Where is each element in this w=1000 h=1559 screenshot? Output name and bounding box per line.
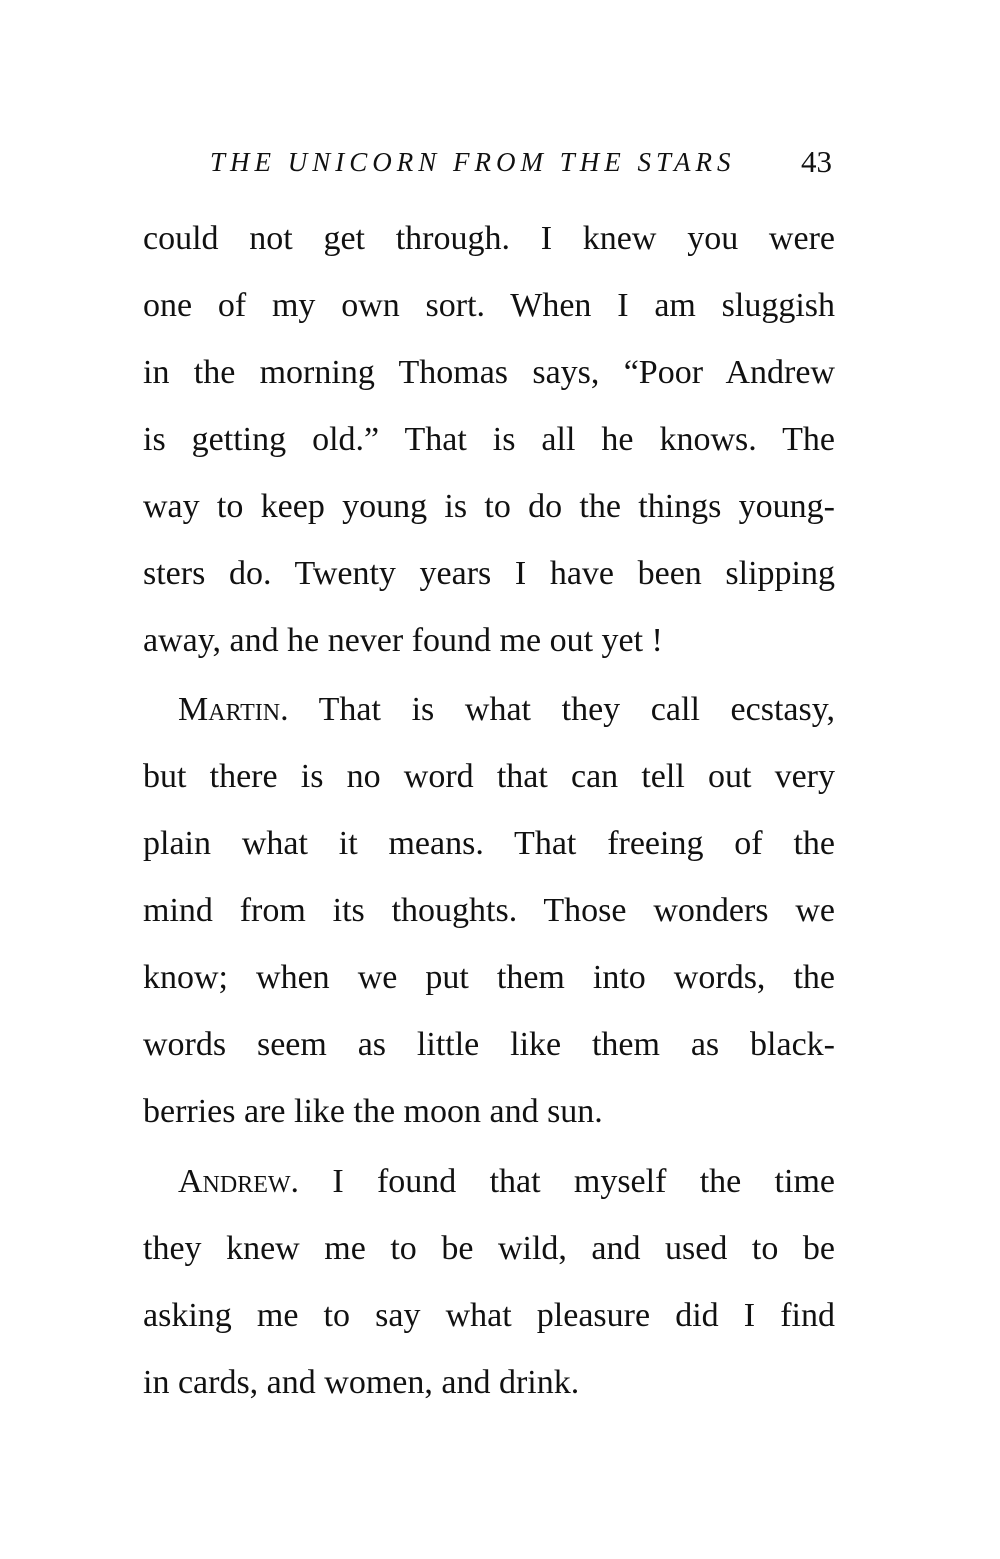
text-line: in cards, and women, and drink. — [143, 1364, 580, 1401]
running-head — [210, 140, 832, 184]
text-line: they knew me to be wild, and used to be — [143, 1230, 835, 1267]
text-line: Andrew. I found that myself the time — [178, 1163, 835, 1200]
text-line: is getting old.” That is all he knows. The — [143, 421, 835, 458]
text-line: berries are like the moon and sun. — [143, 1093, 603, 1130]
speaker-name: Martin. — [178, 691, 289, 728]
text-line: plain what it means. That freeing of the — [143, 825, 835, 862]
text-line: but there is no word that can tell out very — [143, 758, 835, 795]
running-title: THE UNICORN FROM THE STARS — [210, 147, 736, 177]
text-line: Martin. That is what they call ecstasy, — [178, 691, 835, 728]
text-line: mind from its thoughts. Those wonders we — [143, 892, 835, 929]
text-line: one of my own sort. When I am sluggish — [143, 287, 835, 324]
text-line: way to keep young is to do the things young- — [143, 488, 835, 525]
text-line: away, and he never found me out yet ! — [143, 622, 663, 659]
text-line: sters do. Twenty years I have been slipping — [143, 555, 835, 592]
text-line: in the morning Thomas says, “Poor Andrew — [143, 354, 835, 391]
text-line: words seem as little like them as black- — [143, 1026, 835, 1063]
page-number: 43 — [801, 144, 832, 179]
speaker-name: Andrew. — [178, 1163, 300, 1200]
text-line: know; when we put them into words, the — [143, 959, 835, 996]
text-line: could not get through. I knew you were — [143, 220, 835, 257]
text-line: asking me to say what pleasure did I find — [143, 1297, 835, 1334]
